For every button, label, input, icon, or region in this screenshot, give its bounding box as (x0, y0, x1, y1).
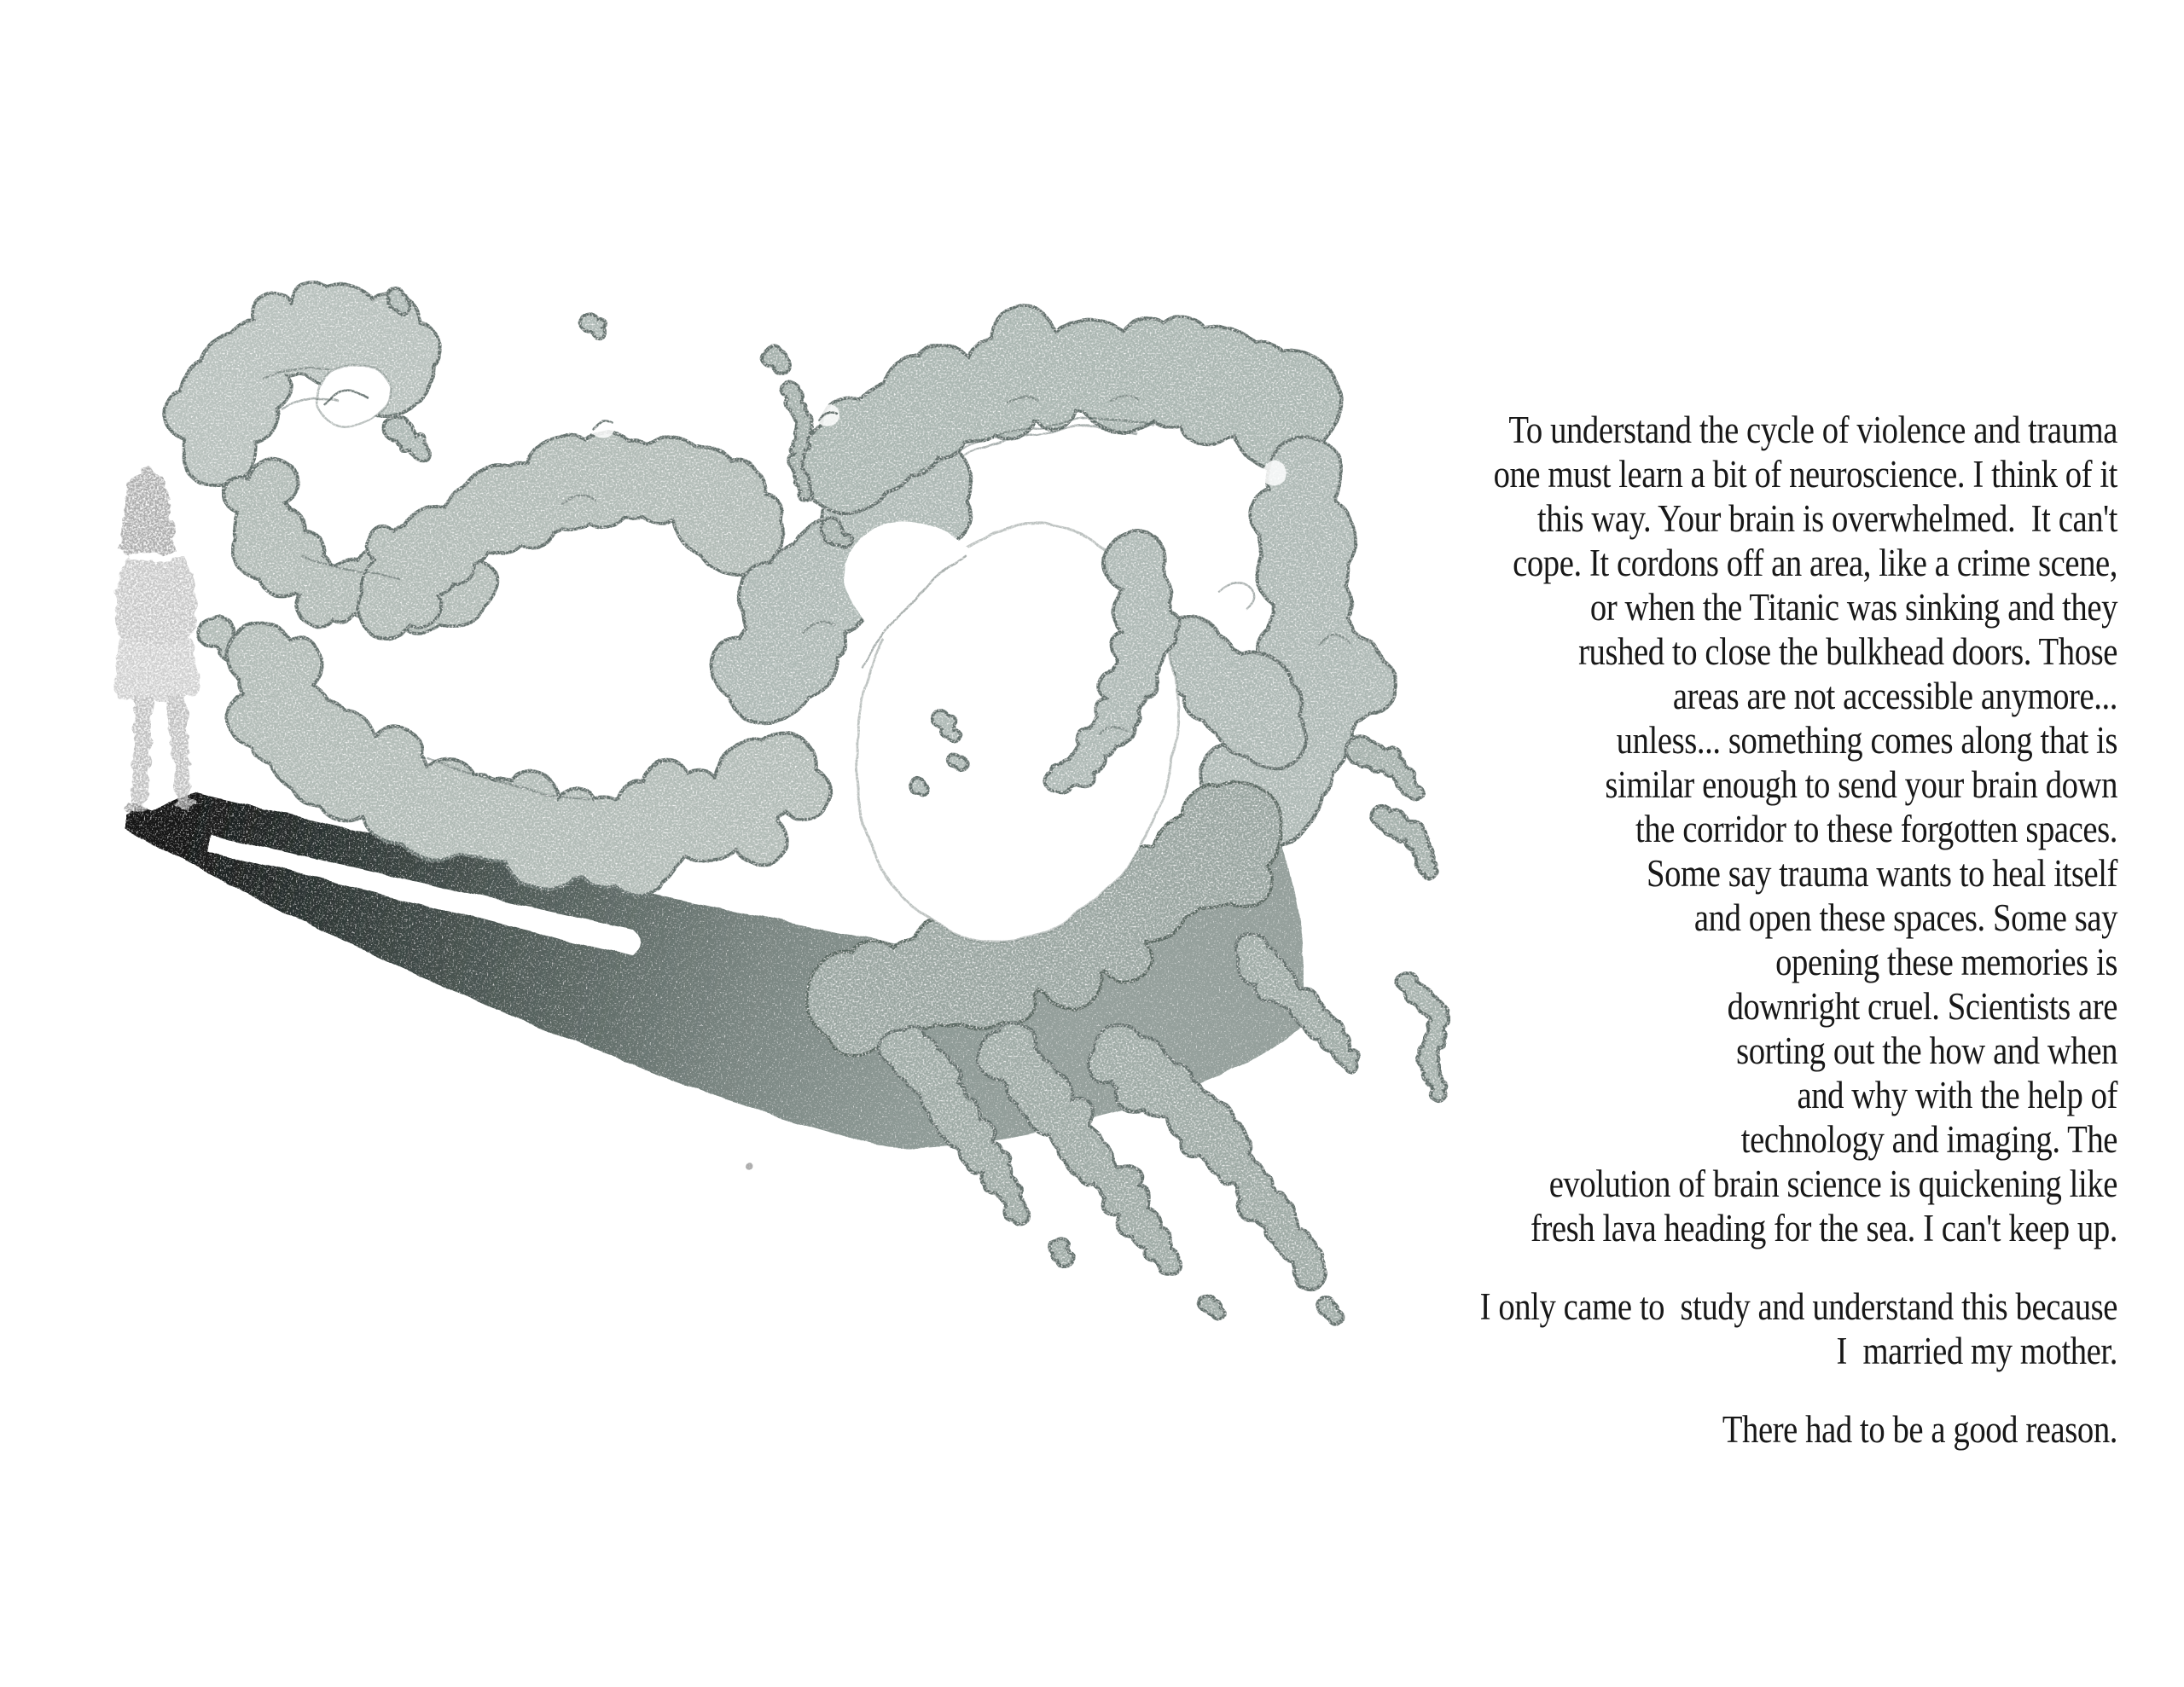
figure-skirt (115, 638, 198, 702)
text-line: unless... something comes along that is (1616, 719, 2117, 762)
text-line: cope. It cordons off an area, like a crime scene, (1513, 542, 2117, 584)
figure-left-foot (122, 803, 148, 814)
text-line: fresh lava heading for the sea. I can't keep up. (1531, 1207, 2117, 1249)
figure-left-leg (132, 696, 154, 805)
text-line: or when the Titanic was sinking and they (1589, 586, 2117, 629)
text-line: opening these memories is (1775, 941, 2117, 983)
figure-right-leg (167, 694, 191, 800)
text-line: the corridor to these forgotten spaces. (1635, 808, 2117, 850)
text-line: similar enough to send your brain down (1605, 763, 2117, 806)
figure-torso (115, 556, 196, 646)
standing-figure (115, 467, 198, 814)
text-line: rushed to close the bulkhead doors. Those (1578, 630, 2117, 673)
text-line: sorting out the how and when (1736, 1029, 2117, 1072)
figure-hair (118, 467, 177, 556)
text-line: and open these spaces. Some say (1693, 896, 2117, 939)
text-line: Some say trauma wants to heal itself (1647, 852, 2117, 895)
text-line: and why with the help of (1797, 1074, 2117, 1116)
text-line: this way. Your brain is overwhelmed. It can't (1536, 497, 2117, 540)
body-text (1136, 408, 2117, 1452)
text-line: evolution of brain science is quickening like (1548, 1162, 2117, 1205)
text-line: one must learn a bit of neuroscience. I think of it (1493, 453, 2117, 496)
text-line: areas are not accessible anymore... (1672, 675, 2117, 717)
paragraph-break (1274, 1250, 2117, 1284)
text-line: There had to be a good reason. (1722, 1408, 2117, 1451)
paragraph-break (1274, 1373, 2117, 1407)
text-line: To understand the cycle of violence and trauma (1508, 409, 2117, 451)
text-line: I only came to study and understand this because (1479, 1285, 2117, 1328)
text-line: I married my mother. (1836, 1330, 2117, 1372)
shadow-speck (746, 1164, 752, 1170)
text-line: downright cruel. Scientists are (1727, 985, 2117, 1028)
figure-right-foot (171, 798, 197, 809)
text-line: technology and imaging. The (1740, 1118, 2117, 1161)
